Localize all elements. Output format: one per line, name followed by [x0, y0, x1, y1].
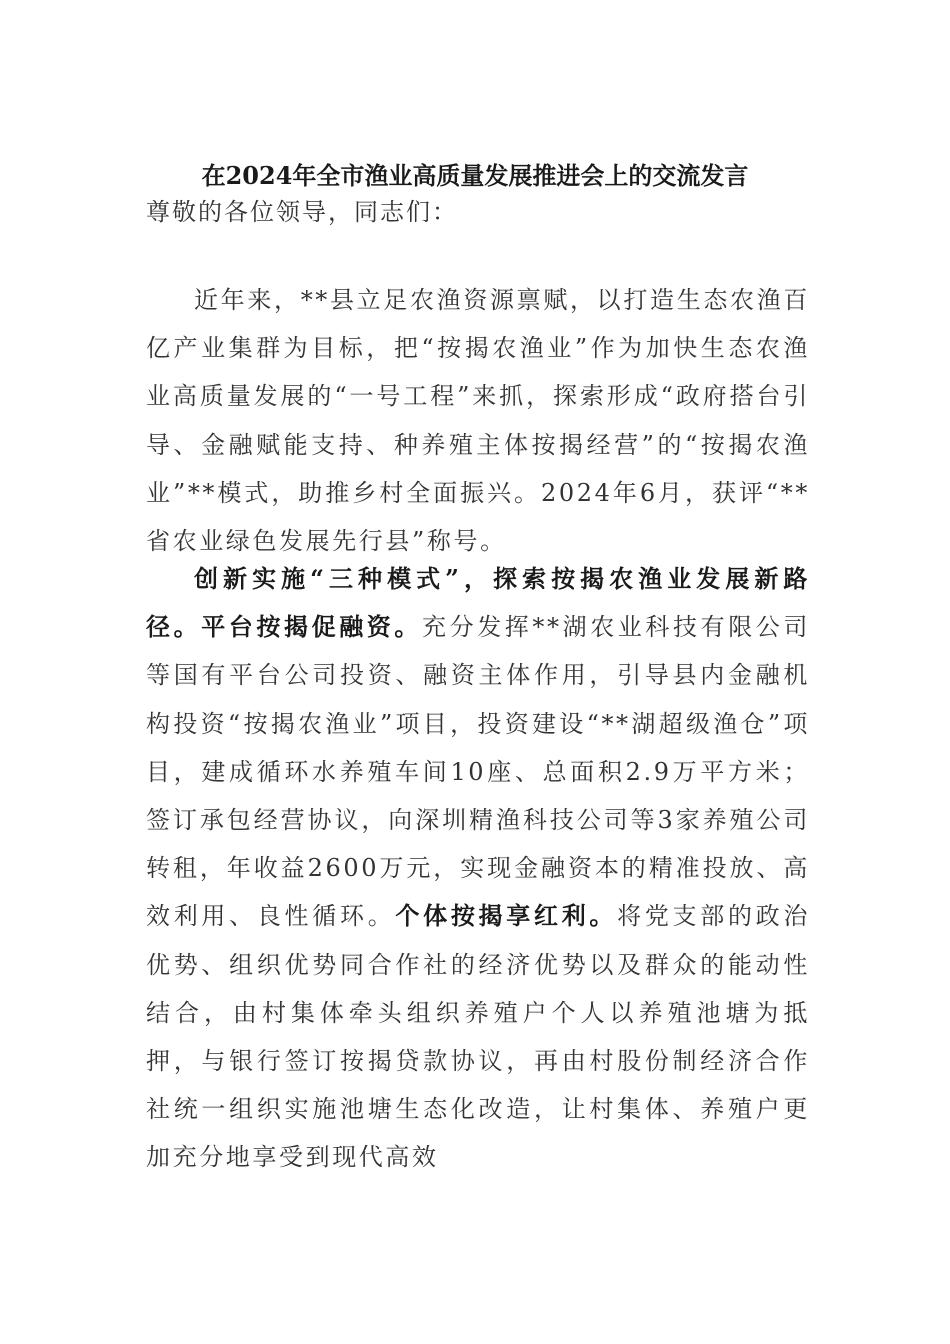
subsection-text-platform: 充分发挥**湖农业科技有限公司等国有平台公司投资、融资主体作用，引导县内金融机构投资“按揭农渔业”项目，投资建设“**湖超级渔仓”项目，建成循环水养殖车间10座、总面积2.9万平方米；签订承包经营协议，向深圳精渔科技公司等3家养殖公司转租，年收益2600万元，实现金融资本的精准投放、高效利用、良性循环。	[146, 613, 810, 931]
section-heading: 创新实施“三种模式”，探索按揭农渔业发展新路径。	[146, 564, 810, 642]
subsection-heading-platform: 平台按揭促融资。	[201, 612, 422, 642]
subsection-heading-individual: 个体按揭享红利。	[395, 901, 618, 931]
document-title: 在2024年全市渔业高质量发展推进会上的交流发言	[201, 161, 749, 190]
paragraph-three-models	[146, 555, 810, 1182]
salutation: 尊敬的各位领导，同志们：	[146, 198, 458, 226]
subsection-text-individual: 将党支部的政治优势、组织优势同合作社的经济优势以及群众的能动性结合，由村集体牵头组织养殖户个人以养殖池塘为抵押，与银行签订按揭贷款协议，再由村股份制经济合作社统一组织实施池塘生态化改造，让村集体、养殖户更加充分地享受到现代高效	[146, 902, 810, 1172]
paragraph-intro: 近年来，**县立足农渔资源禀赋，以打造生态农渔百亿产业集群为目标，把“按揭农渔业”作为加快生态农渔业高质量发展的“一号工程”来抓，探索形成“政府搭台引导、金融赋能支持、种养殖主体按揭经营”的“按揭农渔业”**模式，助推乡村全面振兴。2024年6月，获评“**省农业绿色发展先行县”称号。	[146, 286, 810, 556]
